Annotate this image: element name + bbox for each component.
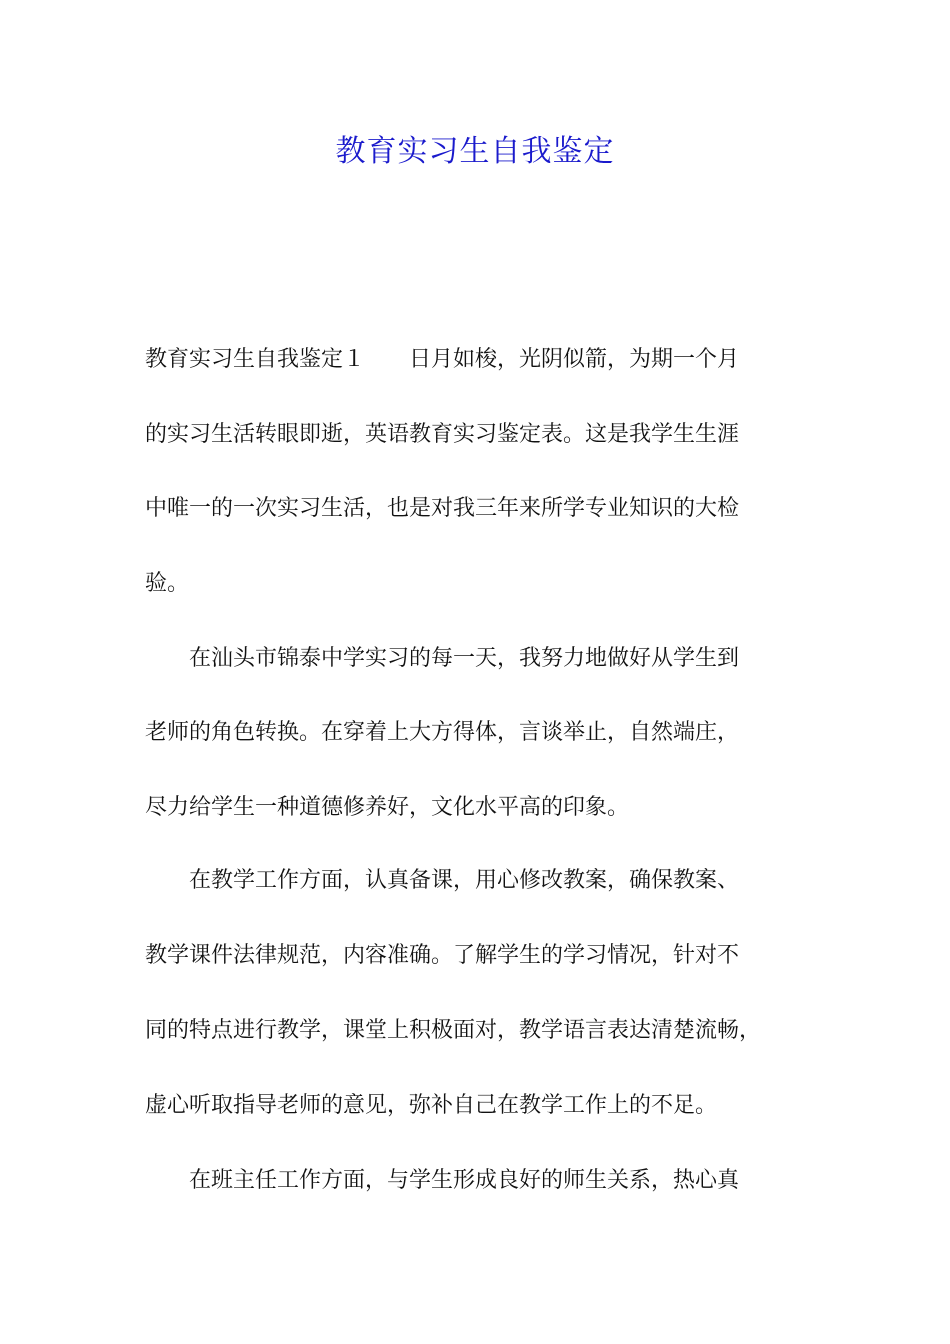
- document-title: 教育实习生自我鉴定: [335, 134, 615, 169]
- body-line: 在教学工作方面，认真备课，用心修改教案，确保教案、: [145, 868, 740, 893]
- body-line: 在班主任工作方面，与学生形成良好的师生关系，热心真: [145, 1168, 740, 1193]
- body-line: 教学课件法律规范，内容准确。了解学生的学习情况，针对不: [145, 943, 740, 968]
- body-line: 教育实习生自我鉴定１ 日月如梭，光阴似箭，为期一个月: [145, 347, 740, 372]
- body-line: 的实习生活转眼即逝，英语教育实习鉴定表。这是我学生生涯: [145, 422, 740, 447]
- body-line: 验。: [145, 571, 190, 596]
- body-line: 在汕头市锦泰中学实习的每一天，我努力地做好从学生到: [145, 646, 740, 671]
- body-line: 同的特点进行教学，课堂上积极面对，教学语言表达清楚流畅，: [145, 1018, 762, 1043]
- body-line: 中唯一的一次实习生活，也是对我三年来所学专业知识的大检: [145, 496, 740, 521]
- body-line: 尽力给学生一种道德修养好，文化水平高的印象。: [145, 795, 630, 820]
- body-line: 老师的角色转换。在穿着上大方得体，言谈举止，自然端庄，: [145, 720, 740, 745]
- body-line: 虚心听取指导老师的意见，弥补自己在教学工作上的不足。: [145, 1093, 718, 1118]
